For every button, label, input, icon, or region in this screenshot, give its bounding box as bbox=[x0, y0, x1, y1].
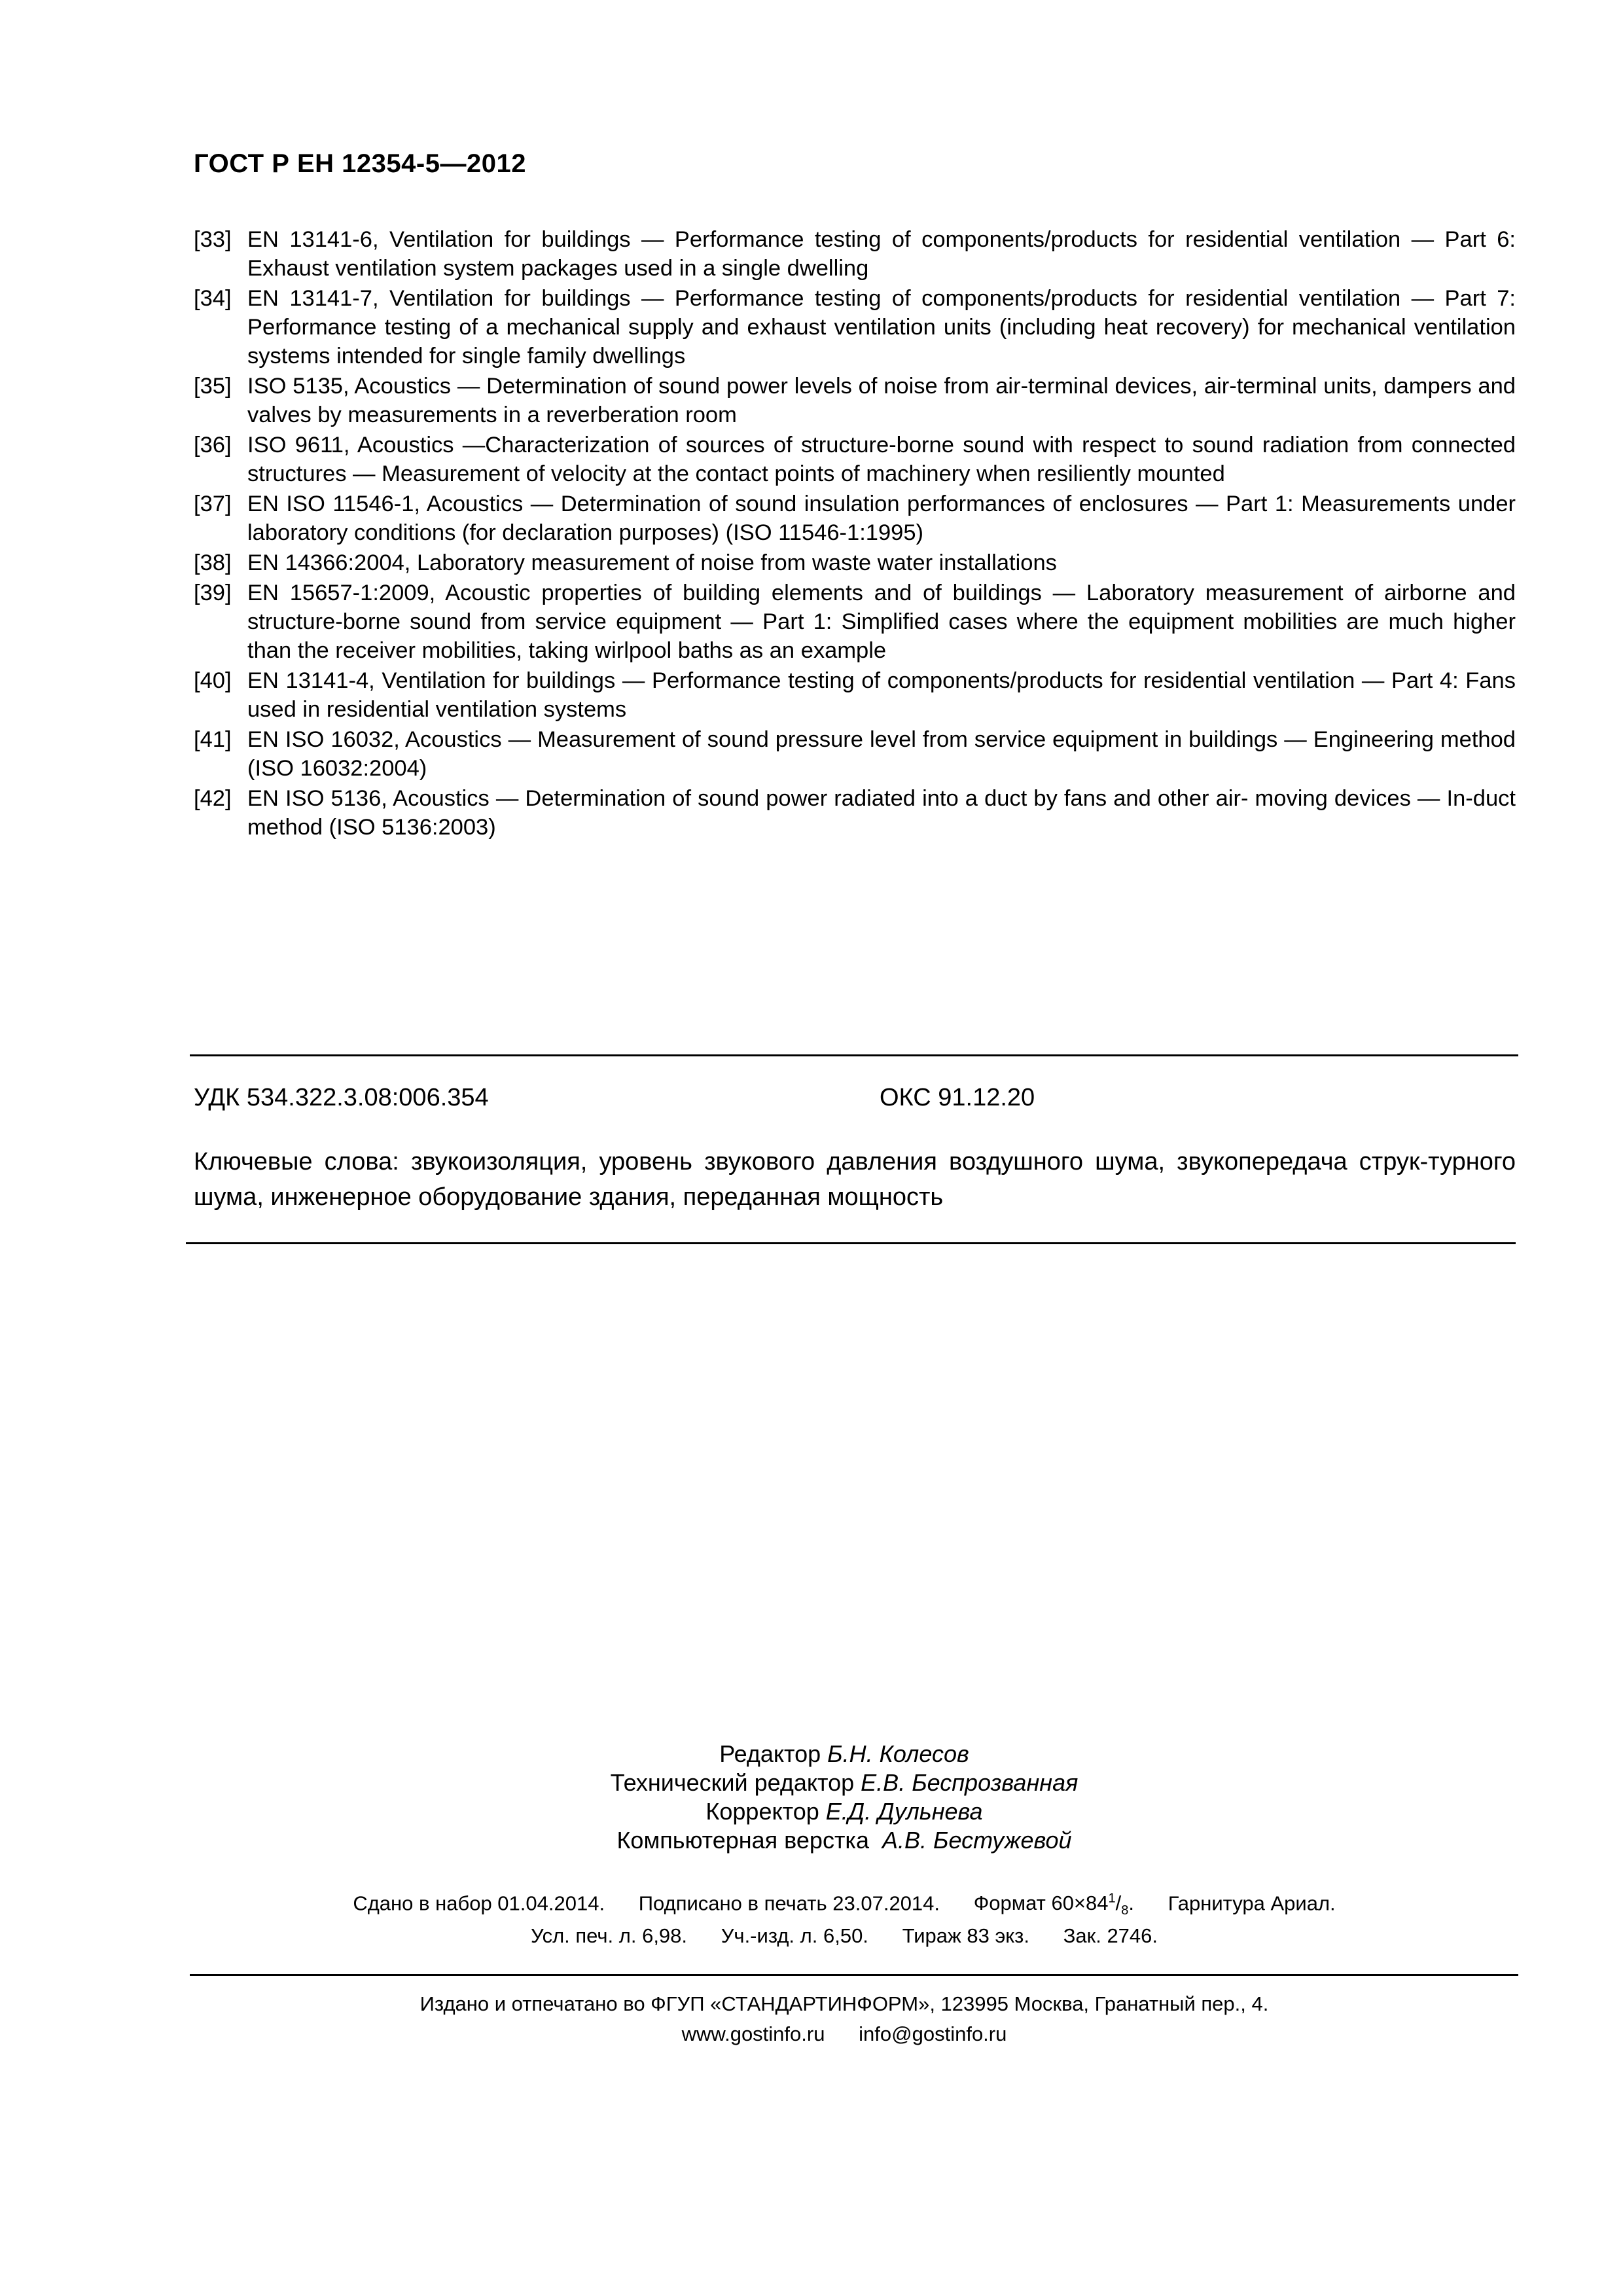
staff-role: Компьютерная верстка bbox=[616, 1827, 869, 1854]
imprint-line-1 bbox=[0, 1892, 1623, 1919]
imprint-pub-sheets: Уч.-изд. л. 6,50. bbox=[721, 1924, 868, 1947]
publisher-website[interactable]: www.gostinfo.ru bbox=[681, 2022, 825, 2045]
reference-item bbox=[194, 372, 1516, 429]
imprint-order: Зак. 2746. bbox=[1063, 1924, 1158, 1947]
reference-item bbox=[194, 579, 1516, 665]
divider-bottom bbox=[190, 1974, 1518, 1976]
reference-number: [39] bbox=[194, 581, 232, 605]
imprint-circulation: Тираж 83 экз. bbox=[902, 1924, 1029, 1947]
reference-item bbox=[194, 431, 1516, 488]
reference-text: EN 14366:2004, Laboratory measurement of noise from waste water installations bbox=[247, 550, 1057, 575]
reference-text: EN 13141-7, Ventilation for buildings — Performance testing of components/products for residential ventilation — Part 7: Performance testing of a mechanical supply and exhaust ventilation units (including heat recovery) for mechanical ventilation systems intended for single family dwellings bbox=[247, 286, 1516, 368]
reference-text: ISO 9611, Acoustics —Characterization of sources of structure-borne sound with respect to sound radiation from connected structures — Measurement of velocity at the contact points of machinery when resiliently mounted bbox=[247, 433, 1516, 486]
staff-line bbox=[0, 1740, 1623, 1768]
staff-credits bbox=[0, 1740, 1623, 1855]
imprint-signed: Подписано в печать 23.07.2014. bbox=[638, 1892, 940, 1915]
reference-item bbox=[194, 784, 1516, 842]
reference-item bbox=[194, 548, 1516, 577]
reference-text: EN 13141-4, Ventilation for buildings — Performance testing of components/products for residential ventilation — Part 4: Fans used in residential ventilation systems bbox=[247, 668, 1516, 722]
staff-name: Б.Н. Колесов bbox=[827, 1740, 969, 1767]
reference-text: EN ISO 16032, Acoustics — Measurement of sound pressure level from service equipment in buildings — Engineering method (ISO 16032:2004) bbox=[247, 727, 1516, 781]
publisher-info: Издано и отпечатано во ФГУП «СТАНДАРТИНФОРМ», 123995 Москва, Гранатный пер., 4. bbox=[419, 1992, 1269, 2015]
reference-text: ISO 5135, Acoustics — Determination of sound power levels of noise from air-terminal devices, air-terminal units, dampers and valves by measurements in a reverberation room bbox=[247, 374, 1516, 427]
reference-text: EN ISO 5136, Acoustics — Determination of sound power radiated into a duct by fans and other air- moving devices — In-duct method (ISO 5136:2003) bbox=[247, 786, 1516, 840]
staff-role: Корректор bbox=[705, 1798, 819, 1825]
reference-number: [40] bbox=[194, 668, 232, 693]
staff-name: Е.В. Беспрозванная bbox=[861, 1769, 1079, 1796]
reference-text: EN 15657-1:2009, Acoustic properties of building elements and of buildings — Laboratory measurement of airborne and structure-borne sound from service equipment — Part 1: Simplified cases where the equipment mobilities are much higher than the receiver mobilities, taking wirlpool baths as an example bbox=[247, 581, 1516, 663]
oks-code: ОКС 91.12.20 bbox=[880, 1084, 1035, 1111]
staff-role: Редактор bbox=[719, 1740, 821, 1767]
publisher-email[interactable]: info@gostinfo.ru bbox=[859, 2022, 1007, 2045]
reference-number: [34] bbox=[194, 286, 232, 311]
imprint-format: Формат $60\times 84^1/_8$. bbox=[973, 1892, 1135, 1918]
reference-item bbox=[194, 666, 1516, 724]
publisher-contacts bbox=[0, 2022, 1623, 2046]
reference-list bbox=[194, 225, 1516, 843]
imprint-submitted: Сдано в набор 01.04.2014. bbox=[353, 1892, 605, 1915]
reference-item bbox=[194, 490, 1516, 547]
reference-number: [36] bbox=[194, 433, 232, 457]
reference-item bbox=[194, 284, 1516, 370]
imprint-line-2 bbox=[0, 1924, 1623, 1948]
reference-number: [41] bbox=[194, 727, 232, 752]
divider-top bbox=[190, 1054, 1518, 1056]
imprint-print-sheets: Усл. печ. л. 6,98. bbox=[530, 1924, 688, 1947]
staff-line bbox=[0, 1797, 1623, 1826]
staff-line bbox=[0, 1768, 1623, 1797]
reference-item bbox=[194, 225, 1516, 283]
udk-code: УДК 534.322.3.08:006.354 bbox=[194, 1084, 489, 1111]
reference-number: [35] bbox=[194, 374, 232, 399]
reference-text: EN 13141-6, Ventilation for buildings — Performance testing of components/products for residential ventilation — Part 6: Exhaust ventilation system packages used in a single dwelling bbox=[247, 227, 1516, 281]
reference-text: EN ISO 11546-1, Acoustics — Determination of sound insulation performances of enclosures — Part 1: Measurements under laboratory conditions (for declaration purposes) (ISO 11546-1:1995) bbox=[247, 492, 1516, 545]
staff-line bbox=[0, 1826, 1623, 1855]
staff-role: Технический редактор bbox=[610, 1769, 855, 1796]
staff-name: А.В. Бестужевой bbox=[882, 1827, 1072, 1854]
reference-number: [33] bbox=[194, 227, 232, 252]
document-header: ГОСТ Р ЕН 12354-5—2012 bbox=[194, 149, 526, 178]
reference-number: [42] bbox=[194, 786, 232, 811]
reference-item bbox=[194, 725, 1516, 783]
reference-number: [37] bbox=[194, 492, 232, 516]
imprint-typeface: Гарнитура Ариал. bbox=[1168, 1892, 1336, 1915]
keywords: Ключевые слова: звукоизоляция, уровень звукового давления воздушного шума, звукопередача струк-турного шума, инженерное оборудование здания, переданная мощность bbox=[194, 1148, 1516, 1211]
divider-middle bbox=[186, 1242, 1516, 1244]
reference-number: [38] bbox=[194, 550, 232, 575]
staff-name: Е.Д. Дульнева bbox=[825, 1798, 983, 1825]
